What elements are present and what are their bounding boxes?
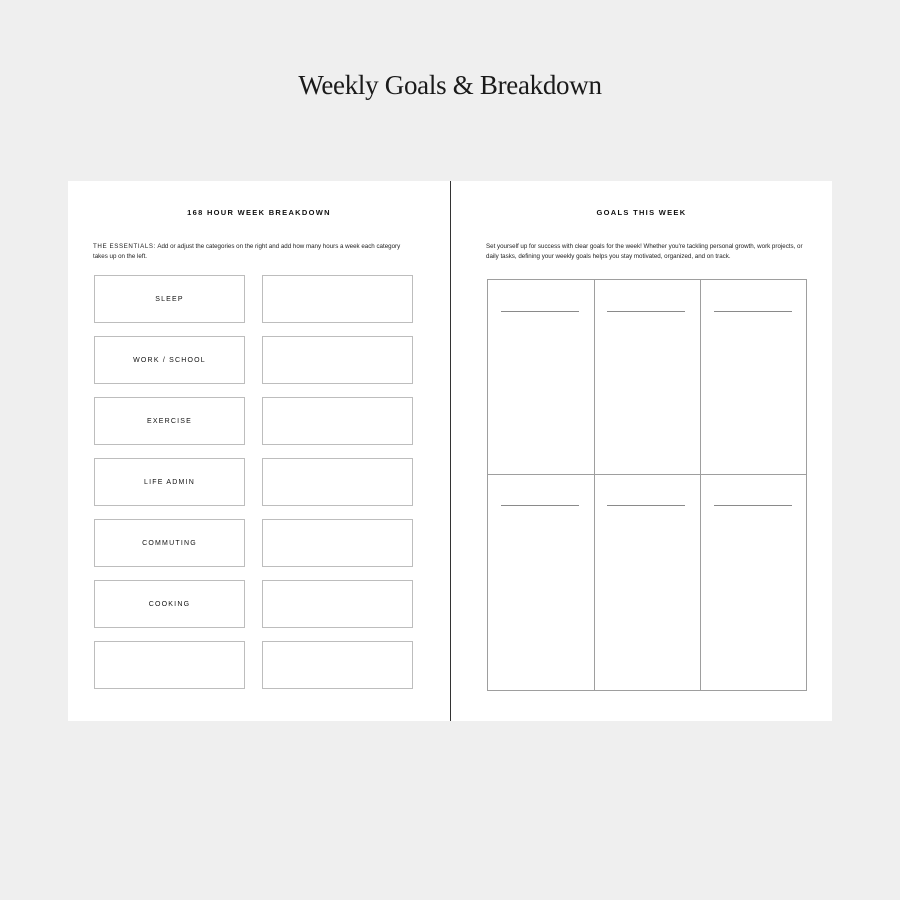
intro-lead: THE ESSENTIALS: [93,243,156,250]
category-box[interactable] [94,580,245,628]
category-box[interactable] [94,641,245,689]
category-box[interactable] [94,519,245,567]
category-label: EXERCISE [147,417,192,425]
category-box[interactable] [94,336,245,384]
breakdown-heading: 168 HOUR WEEK BREAKDOWN [187,208,331,217]
goal-title-line[interactable] [607,311,685,312]
category-box[interactable] [94,397,245,445]
category-label: WORK / SCHOOL [133,356,206,364]
goals-heading: GOALS THIS WEEK [596,208,687,217]
goal-title-line[interactable] [714,311,792,312]
category-box[interactable] [94,458,245,506]
goals-intro: Set yourself up for success with clear goals for the week! Whether you're tackling personal growth, work projects, or daily tasks, defining your weekly goals helps you stay motivated, organized, and on track. [486,243,803,260]
breakdown-intro [93,242,413,261]
intro-text: Add or adjust the categories on the right and add how many hours a week each category takes up on the left. [93,243,401,260]
category-label: COMMUTING [142,539,197,547]
category-label: COOKING [148,600,191,608]
grid-divider [700,280,701,690]
goal-title-line[interactable] [607,505,685,506]
grid-divider [488,474,806,475]
grid-divider [594,280,595,690]
category-label [95,642,244,688]
hours-box[interactable] [262,336,413,384]
hours-box[interactable] [262,275,413,323]
hours-box[interactable] [262,519,413,567]
goals-grid [487,279,807,691]
category-label: LIFE ADMIN [144,478,195,486]
hours-box[interactable] [262,580,413,628]
planner-spread [68,181,832,721]
category-label: SLEEP [155,295,184,303]
goal-title-line[interactable] [501,505,579,506]
hours-box[interactable] [262,641,413,689]
page-title: Weekly Goals & Breakdown [298,70,602,100]
left-page [68,181,450,721]
category-box[interactable] [94,275,245,323]
hours-box[interactable] [262,458,413,506]
goal-title-line[interactable] [501,311,579,312]
goal-title-line[interactable] [714,505,792,506]
right-page [451,181,832,721]
hours-box[interactable] [262,397,413,445]
